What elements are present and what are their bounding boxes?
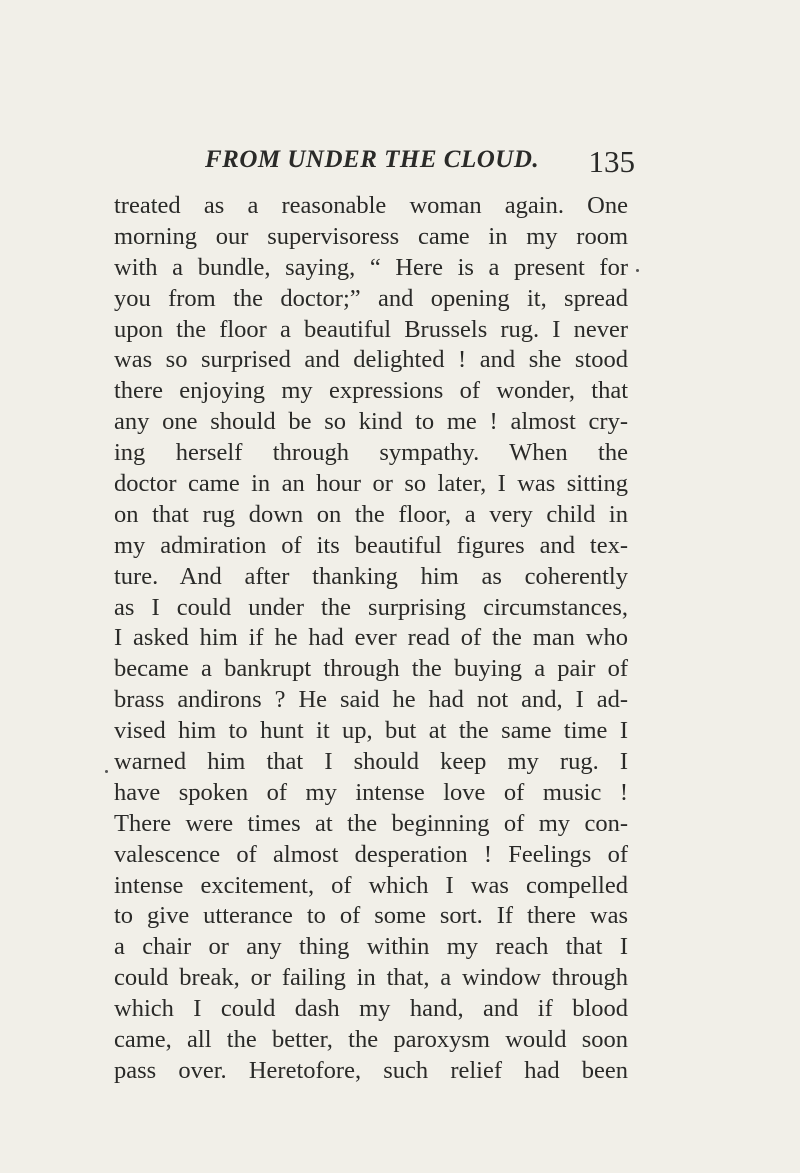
text-line: could break, or failing in that, a window through — [114, 964, 628, 992]
text-line: ing herself through sympathy. When the — [114, 439, 628, 467]
page-number: 135 — [588, 144, 635, 179]
text-line: ture. And after thanking him as coherently — [114, 562, 628, 590]
running-title: FROM UNDER THE CLOUD. — [205, 146, 540, 173]
margin-speck — [636, 269, 639, 272]
margin-speck — [105, 770, 108, 773]
text-line: became a bankrupt through the buying a pair of — [114, 655, 628, 683]
text-line: brass andirons ? He said he had not and, I ad- — [114, 686, 628, 714]
text-line: my admiration of its beautiful figures and tex- — [114, 531, 628, 559]
text-line: pass over. Heretofore, such relief had been — [114, 1056, 628, 1084]
text-line: with a bundle, saying, “ Here is a present for — [114, 253, 628, 281]
text-line: upon the floor a beautiful Brussels rug. I never — [114, 315, 628, 343]
text-line: vised him to hunt it up, but at the same time I — [114, 717, 628, 745]
text-line: there enjoying my expressions of wonder, that — [114, 377, 628, 405]
text-line: was so surprised and delighted ! and she stood — [114, 346, 628, 374]
text-line: as I could under the surprising circumstances, — [114, 593, 628, 621]
text-line: a chair or any thing within my reach that I — [114, 933, 628, 961]
text-line: valescence of almost desperation ! Feelings of — [114, 840, 628, 868]
text-line: on that rug down on the floor, a very child in — [114, 500, 628, 528]
text-line: intense excitement, of which I was compelled — [114, 871, 628, 899]
body-text — [114, 191, 628, 1087]
text-line: treated as a reasonable woman again. One — [114, 192, 628, 219]
text-line: to give utterance to of some sort. If there was — [114, 902, 628, 930]
text-line: you from the doctor;” and opening it, spread — [114, 284, 628, 312]
text-line: any one should be so kind to me ! almost cry- — [114, 408, 628, 436]
text-line: doctor came in an hour or so later, I was sitting — [114, 470, 628, 498]
text-line: I asked him if he had ever read of the man who — [114, 624, 628, 652]
text-line: came, all the better, the paroxysm would soon — [114, 1026, 628, 1054]
text-line: There were times at the beginning of my con- — [114, 809, 628, 837]
text-line: warned him that I should keep my rug. I — [114, 748, 628, 776]
running-head — [205, 146, 635, 186]
text-line: have spoken of my intense love of music ! — [114, 778, 628, 806]
text-line: morning our supervisoress came in my room — [114, 222, 628, 250]
text-line: which I could dash my hand, and if blood — [114, 995, 628, 1023]
